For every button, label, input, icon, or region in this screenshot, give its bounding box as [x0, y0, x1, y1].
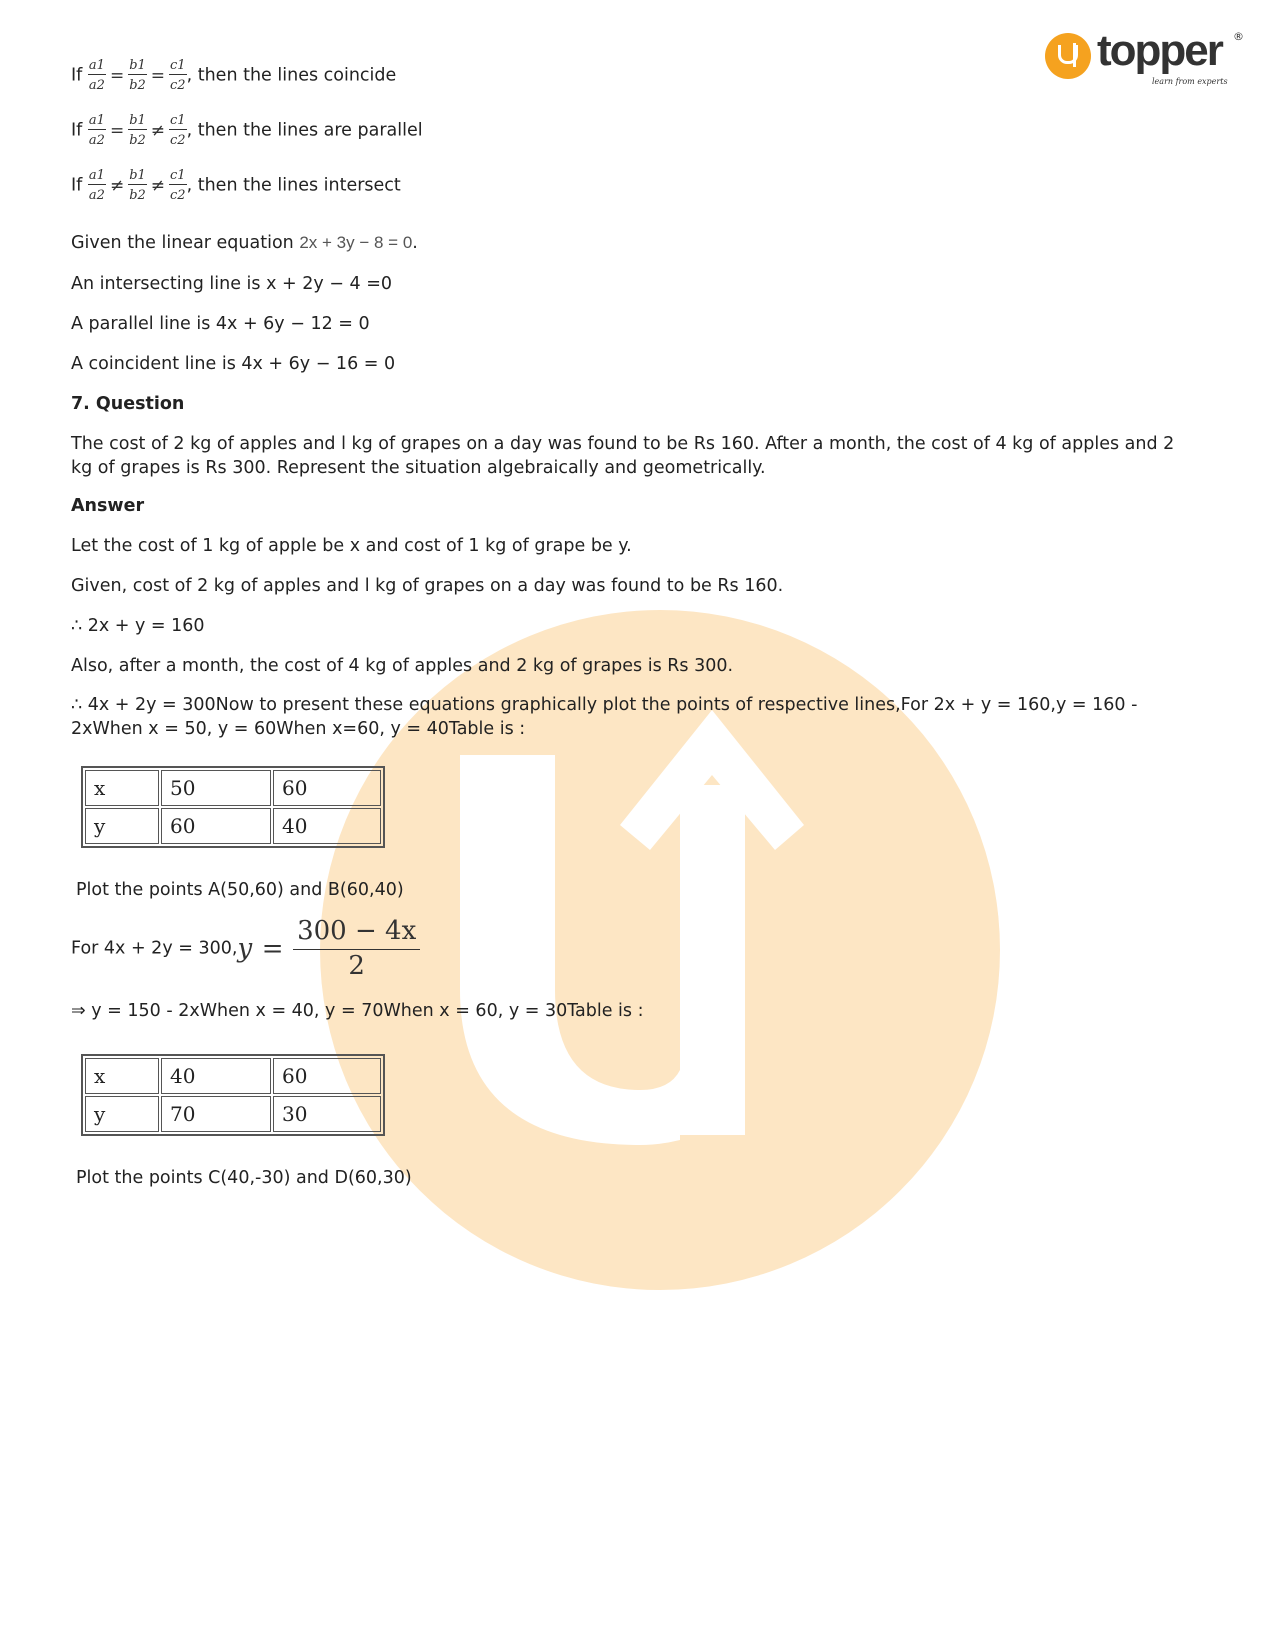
answer-heading: Answer — [71, 496, 145, 516]
fraction-b: $\frac{b1}{b2}$ — [129, 113, 146, 148]
table-cell: 60 — [273, 770, 381, 806]
answer-paragraph: ⇒ y = 150 - 2xWhen x = 40, y = 70When x = 60, y = 30Table is : — [71, 1001, 644, 1021]
table-row — [85, 1058, 381, 1094]
table-row — [85, 770, 381, 806]
fraction-a: $\frac{a1}{a2}$ — [88, 113, 105, 148]
table-row — [85, 808, 381, 844]
table-cell: 70 — [161, 1096, 271, 1132]
logo-wordmark: topper — [1097, 26, 1222, 75]
plot-points-text: Plot the points C(40,-30) and D(60,30) — [76, 1168, 412, 1188]
fraction-c: $\frac{c1}{c2}$ — [170, 58, 186, 93]
table-cell: 40 — [161, 1058, 271, 1094]
answer-equation: ∴ 2x + y = 160 — [71, 616, 205, 636]
fraction-c: $\frac{c1}{c2}$ — [170, 113, 186, 148]
fraction-a: $\frac{a1}{a2}$ — [88, 168, 105, 203]
fraction-b: $\frac{b1}{b2}$ — [129, 58, 146, 93]
table-cell: 60 — [273, 1058, 381, 1094]
values-table-1 — [81, 766, 385, 848]
answer-paragraph: Given, cost of 2 kg of apples and l kg of grapes on a day was found to be Rs 160. — [71, 576, 784, 596]
table-cell: x — [85, 770, 159, 806]
table-cell: 50 — [161, 770, 271, 806]
values-table-2 — [81, 1054, 385, 1136]
question-heading: 7. Question — [71, 394, 185, 414]
linear-equation: 2x + 3y − 8 = 0 — [299, 233, 413, 252]
condition-coincide: If $\frac{a1}{a2}$ = $\frac{b1}{b2}$ = $\frac{c1}{c2}$ , then the lines coincide — [71, 58, 397, 93]
table-cell: y — [85, 808, 159, 844]
fraction-a: $\frac{a1}{a2}$ — [88, 58, 105, 93]
registered-mark: ® — [1233, 30, 1244, 43]
table-cell: 40 — [273, 808, 381, 844]
fraction-c: $\frac{c1}{c2}$ — [170, 168, 186, 203]
table-cell: 30 — [273, 1096, 381, 1132]
u-logo-icon — [1045, 33, 1091, 79]
question-text: The cost of 2 kg of apples and l kg of grapes on a day was found to be Rs 160. After a month, the cost of 4 kg of apples and 2 kg of grapes is Rs 300. Represent the situation algebraically and geometrically. — [71, 434, 1175, 478]
brand-logo — [1045, 28, 1245, 98]
answer-paragraph: ∴ 4x + 2y = 300Now to present these equations graphically plot the points of respective lines,For 2x + y = 160,y = 160 - 2xWhen x = 50, y = 60When x=60, y = 40Table is : — [71, 695, 1138, 739]
fraction-expression: $\frac{300 - 4x}{2}$ — [293, 915, 420, 982]
logo-tagline: learn from experts — [1152, 77, 1228, 86]
fraction-b: $\frac{b1}{b2}$ — [129, 168, 146, 203]
parallel-line-text: A parallel line is 4x + 6y − 12 = 0 — [71, 314, 370, 334]
second-equation-line: For 4x + 2y = 300,y = $\frac{300 - 4x}{2}$ — [71, 915, 420, 982]
table-cell: x — [85, 1058, 159, 1094]
table-cell: 60 — [161, 808, 271, 844]
given-linear-equation: Given the linear equation 2x + 3y − 8 = 0. — [71, 233, 418, 253]
intersecting-line-text: An intersecting line is x + 2y − 4 =0 — [71, 274, 392, 294]
table-row — [85, 1096, 381, 1132]
plot-points-text: Plot the points A(50,60) and B(60,40) — [76, 880, 404, 900]
condition-intersect: If $\frac{a1}{a2}$ ≠ $\frac{b1}{b2}$ ≠ $\frac{c1}{c2}$ , then the lines intersect — [71, 168, 401, 203]
coincident-line-text: A coincident line is 4x + 6y − 16 = 0 — [71, 354, 396, 374]
condition-parallel: If $\frac{a1}{a2}$ = $\frac{b1}{b2}$ ≠ $\frac{c1}{c2}$ , then the lines are parallel — [71, 113, 423, 148]
answer-paragraph: Let the cost of 1 kg of apple be x and cost of 1 kg of grape be y. — [71, 536, 632, 556]
table-cell: y — [85, 1096, 159, 1132]
answer-paragraph: Also, after a month, the cost of 4 kg of apples and 2 kg of grapes is Rs 300. — [71, 656, 734, 676]
